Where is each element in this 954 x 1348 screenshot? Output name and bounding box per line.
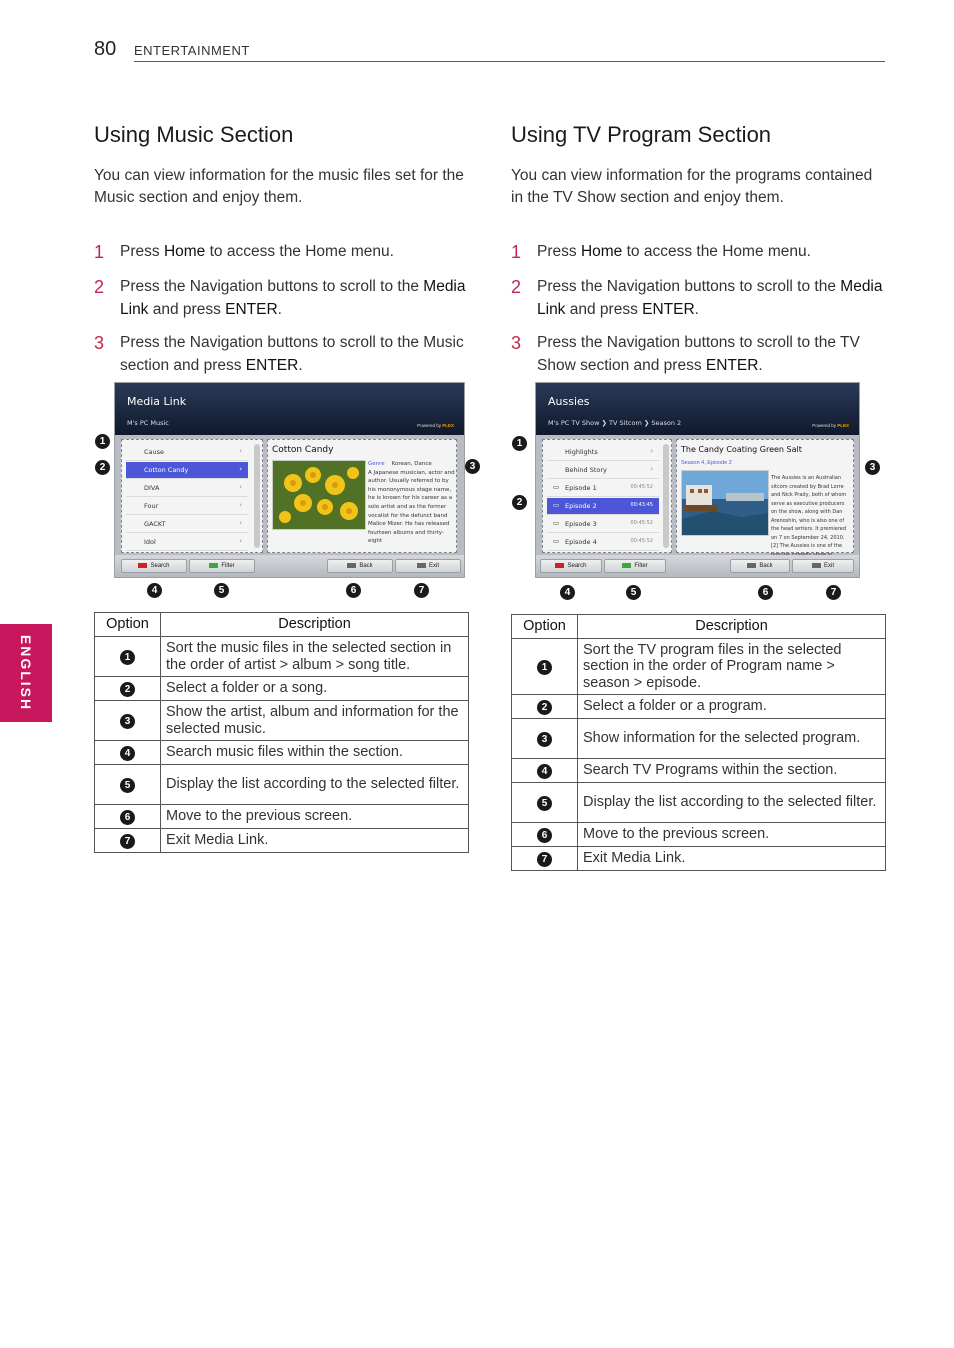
callout-5: 5	[626, 585, 641, 600]
filter-button[interactable]: Filter	[189, 559, 255, 573]
detail-info: Genre Korean, Dance A Japanese musician, actor and author. Usually referred to by his mononymous stage name, he is known for his career as a solo artist and as the former vocalist for the defunct band Malice Mizer. He has released fourteen albums and thirty-eight	[368, 461, 455, 545]
search-button[interactable]: Search	[121, 559, 187, 573]
table-row: 2 Select a folder or a song.	[95, 677, 469, 701]
detail-title: Cotton Candy	[272, 445, 334, 455]
plex-logo: Powered by PLEX	[417, 423, 454, 428]
music-step-2: 2 Press the Navigation buttons to scroll to the Media Link and press ENTER.	[94, 277, 466, 318]
album-art	[272, 460, 366, 530]
callout-3: 3	[865, 460, 880, 475]
tv-screen-titlebar	[536, 383, 859, 435]
section-name: ENTERTAINMENT	[134, 43, 250, 58]
callout-4: 4	[560, 585, 575, 600]
music-screen-title: Media Link	[127, 395, 187, 408]
callout-3: 3	[465, 459, 480, 474]
tv-intro: You can view information for the programs contained in the TV Show section and enjoy them.	[511, 167, 873, 206]
music-title: Using Music Section	[94, 122, 294, 147]
table-row: 6 Move to the previous screen.	[95, 805, 469, 829]
tv-step-1: 1 Press Home to access the Home menu.	[511, 242, 811, 262]
table-row: 1 Sort the music files in the selected section in the order of artist > album > song title.	[95, 637, 469, 677]
list-item[interactable]: DIVA ›	[126, 480, 248, 497]
filter-button[interactable]: Filter	[604, 559, 666, 573]
callout-6: 6	[346, 583, 361, 598]
list-item[interactable]: ▭ Episode 1 00:45:52	[547, 480, 659, 497]
table-header-description: Description	[161, 613, 469, 637]
episode-thumbnail	[681, 470, 769, 536]
callout-2: 2	[512, 495, 527, 510]
tv-screen-breadcrumb: M's PC TV Show ❯ TV Sitcom ❯ Season 2	[548, 419, 682, 427]
table-row: 7 Exit Media Link.	[95, 829, 469, 853]
exit-button[interactable]: Exit	[395, 559, 461, 573]
music-screen-footer	[115, 555, 464, 577]
list-scrollbar[interactable]	[254, 444, 260, 548]
tv-step-3: 3 Press the Navigation buttons to scroll to the TV Show section and press ENTER.	[511, 333, 860, 374]
list-item[interactable]: Highlights ›	[547, 444, 659, 461]
video-icon: ▭	[553, 501, 560, 509]
page-number: 80	[94, 38, 117, 60]
table-row: 4 Search TV Programs within the section.	[512, 759, 886, 783]
plex-logo: Powered by PLEX	[812, 423, 849, 428]
callout-1: 1	[95, 434, 110, 449]
detail-description: A Japanese musician, actor and author. Usually referred to by his mononymous stage name, he is known for his career as a solo artist and as the former vocalist for the defunct band Malice Mizer. He has released fourteen albums and thirty-eight	[368, 469, 455, 545]
table-header-option: Option	[95, 613, 161, 637]
music-screenshot	[114, 382, 465, 578]
video-icon: ▭	[553, 537, 560, 545]
detail-description: The Aussies is an Australian sitcom created by Brad Lorre and Nick Prady, both of whom serve as executive producers on the show, along with Dan Arenoshin, who is also one of the head writers. It premiered on 7 on September 24, 2010.[2] The Aussies is one of the	[771, 475, 847, 549]
list-item[interactable]: Idol ›	[126, 534, 248, 551]
table-row: 7 Exit Media Link.	[512, 847, 886, 871]
music-step-3: 3 Press the Navigation buttons to scroll to the Music section and press ENTER.	[94, 333, 464, 374]
music-options-table	[94, 612, 469, 853]
tv-detail-pane	[676, 439, 854, 553]
table-row: 5 Display the list according to the selected filter.	[512, 783, 886, 823]
list-scrollbar[interactable]	[663, 444, 669, 548]
detail-episode: Season 4, Episode 2	[681, 460, 732, 466]
exit-button[interactable]: Exit	[792, 559, 854, 573]
list-item[interactable]: Four ›	[126, 498, 248, 515]
back-button[interactable]: Back	[327, 559, 393, 573]
table-row: 3 Show information for the selected program.	[512, 719, 886, 759]
table-row: 5 Display the list according to the selected filter.	[95, 765, 469, 805]
list-item[interactable]: GACKT ›	[126, 516, 248, 533]
callout-7: 7	[414, 583, 429, 598]
music-screen-titlebar	[115, 383, 464, 435]
table-row: 6 Move to the previous screen.	[512, 823, 886, 847]
tv-step-2: 2 Press the Navigation buttons to scroll to the Media Link and press ENTER.	[511, 277, 883, 318]
list-item[interactable]: Behind Story ›	[547, 462, 659, 479]
list-item[interactable]: ▭ Episode 3 00:45:52	[547, 516, 659, 533]
table-header-option: Option	[512, 615, 578, 639]
table-row: 2 Select a folder or a program.	[512, 695, 886, 719]
list-item-selected[interactable]: Cotton Candy ›	[126, 462, 248, 479]
header-rule	[134, 61, 885, 62]
tv-section	[511, 122, 887, 148]
video-icon: ▭	[553, 483, 560, 491]
tv-screenshot	[535, 382, 860, 578]
table-header-description: Description	[578, 615, 886, 639]
video-icon: ▭	[553, 519, 560, 527]
callout-6: 6	[758, 585, 773, 600]
callout-1: 1	[512, 436, 527, 451]
list-item-selected[interactable]: ▭ Episode 2 00:43:45	[547, 498, 659, 515]
table-row: 1 Sort the TV program files in the selected section in the order of Program name > season > episode.	[512, 639, 886, 695]
tv-screen-title: Aussies	[548, 395, 590, 408]
tv-options-table	[511, 614, 886, 871]
back-button[interactable]: Back	[730, 559, 790, 573]
music-section	[94, 122, 470, 148]
callout-5: 5	[214, 583, 229, 598]
list-item[interactable]: ▭ Episode 4 00:45:52	[547, 534, 659, 551]
music-step-1: 1 Press Home to access the Home menu.	[94, 242, 394, 262]
music-detail-pane	[267, 439, 457, 553]
tv-screen-footer	[536, 555, 859, 577]
list-item[interactable]: Cause ›	[126, 444, 248, 461]
music-intro: You can view information for the music files set for the Music section and enjoy them.	[94, 167, 464, 206]
search-button[interactable]: Search	[540, 559, 602, 573]
language-tab	[0, 624, 52, 722]
tv-list-pane	[542, 439, 672, 553]
detail-title: The Candy Coating Green Salt	[681, 445, 802, 454]
language-tab-label: ENGLISH	[18, 634, 35, 712]
callout-4: 4	[147, 583, 162, 598]
callout-2: 2	[95, 460, 110, 475]
callout-7: 7	[826, 585, 841, 600]
tv-title: Using TV Program Section	[511, 122, 772, 147]
table-row: 4 Search music files within the section.	[95, 741, 469, 765]
music-screen-breadcrumb: M's PC Music	[127, 419, 169, 427]
music-list-pane	[121, 439, 263, 553]
table-row: 3 Show the artist, album and information for the selected music.	[95, 701, 469, 741]
